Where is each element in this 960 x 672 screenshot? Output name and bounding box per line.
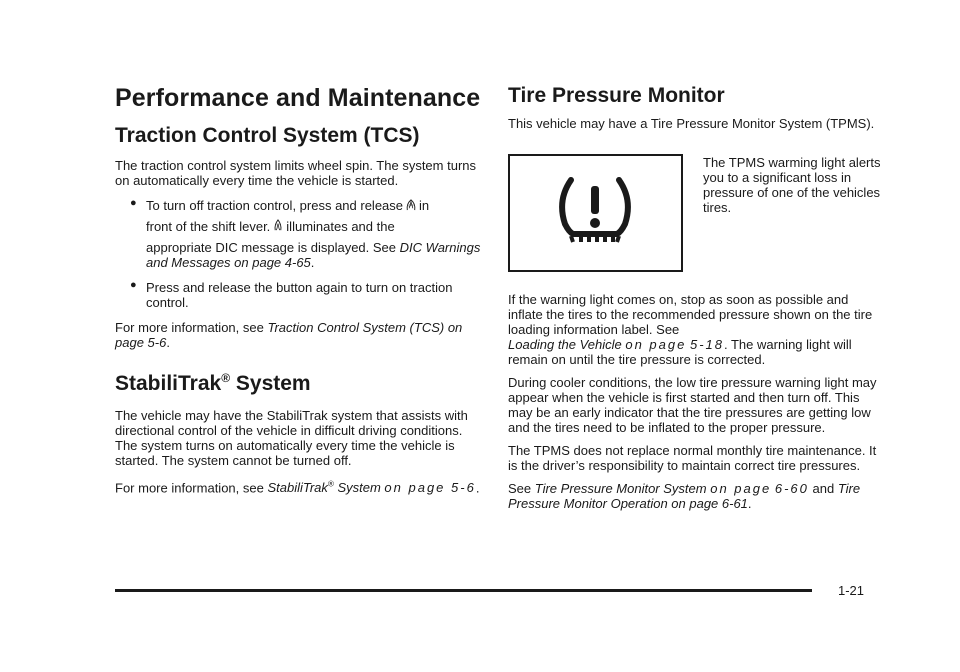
- punctuation: .: [475, 480, 480, 496]
- cross-reference-link[interactable]: [535, 481, 809, 496]
- paragraph-text: See: [508, 481, 532, 496]
- stabilitrak-more-info: [115, 477, 485, 495]
- traction-control-button-icon: [405, 198, 417, 211]
- tpms-body: [508, 292, 878, 519]
- tpms-paragraph-3: The TPMS does not replace normal monthly tire maintenance. It is the driver’s responsibility to maintain correct tire pressures.: [508, 443, 877, 473]
- tpms-paragraph-4: [508, 481, 878, 511]
- ref-text: System: [333, 480, 381, 496]
- ref-text: 6-60: [774, 481, 809, 496]
- list-item: [115, 280, 485, 310]
- ref-text: on page 5-6: [384, 480, 476, 496]
- tcs-intro: The traction control system limits wheel spin. The system turns on automatically every time the vehicle is started.: [115, 158, 476, 188]
- bullet-text: in: [419, 198, 430, 213]
- ref-text: on page: [625, 337, 687, 352]
- ref-text: Tire Pressure Monitor System: [534, 481, 707, 496]
- bullet-text: Press and release the button again to turn on traction control.: [146, 280, 453, 310]
- cross-reference-link[interactable]: [267, 480, 475, 495]
- registered-mark: ®: [221, 371, 231, 385]
- punctuation: .: [747, 496, 752, 511]
- svg-text:OFF: OFF: [408, 203, 414, 208]
- ref-text: Loading the Vehicle: [508, 337, 622, 352]
- page-title: Performance and Maintenance: [115, 84, 481, 112]
- ref-text: on page: [710, 481, 772, 496]
- tire-pressure-warning-icon: [555, 172, 635, 252]
- list-item: [115, 198, 485, 270]
- traction-control-light-icon: [272, 219, 284, 232]
- more-info-prefix: For more information, see: [115, 480, 264, 496]
- bullet-text: appropriate DIC message is displayed. See: [146, 240, 397, 255]
- punctuation: .: [310, 255, 315, 270]
- paragraph-text: If the warning light comes on, stop as soon as possible and inflate the tires to the recommended pressure shown on the tire loading information label. See: [508, 292, 873, 337]
- bullet-text: illuminates and the: [286, 219, 395, 234]
- bullet-text: To turn off traction control, press and release: [146, 198, 404, 213]
- stabilitrak-intro: The vehicle may have the StabiliTrak system that assists with directional control of the vehicle in difficult driving conditions. The system turns on automatically every time the vehicle is started. The system cannot be turned off.: [115, 408, 468, 468]
- heading-text: System: [230, 372, 311, 395]
- paragraph-text: . The warning light will remain on until the tire pressure is corrected.: [508, 337, 852, 367]
- tpms-warning-light-figure: [508, 154, 683, 272]
- tcs-heading: Traction Control System (TCS): [115, 124, 420, 147]
- cross-reference-link[interactable]: DIC Warnings and Messages on page 4-65: [146, 240, 481, 270]
- tpms-paragraph-2: During cooler conditions, the low tire pressure warning light may appear when the vehicle is first started and then turn off. This may be an early indicator that the tire pressures are getting low and the tires need to be inflated to the proper pressure.: [508, 375, 877, 435]
- left-column: [115, 80, 485, 495]
- heading-text: StabiliTrak: [115, 372, 222, 395]
- cross-reference-link[interactable]: [508, 337, 724, 352]
- tpms-paragraph-1: [508, 292, 878, 367]
- more-info-prefix: For more information, see: [115, 320, 264, 335]
- tpms-heading: Tire Pressure Monitor: [508, 84, 725, 107]
- ref-text: StabiliTrak: [267, 480, 328, 496]
- tpms-intro: This vehicle may have a Tire Pressure Monitor System (TPMS).: [508, 116, 875, 131]
- tpms-warning-text: The TPMS warming light alerts you to a significant loss in pressure of one of the vehicles tires.: [703, 155, 881, 215]
- tcs-bullet-list: [115, 198, 485, 310]
- punctuation: .: [166, 335, 170, 350]
- page-number: 1-21: [838, 583, 865, 598]
- footer-rule: [115, 589, 812, 592]
- paragraph-text: and: [812, 481, 835, 496]
- cross-reference-link[interactable]: Tire Pressure Monitor Operation on page 6-61: [508, 481, 861, 511]
- bullet-icon: ●: [130, 279, 137, 291]
- registered-mark: ®: [327, 480, 334, 489]
- bullet-text: front of the shift lever.: [146, 219, 271, 234]
- ref-text: 5-18: [689, 337, 724, 352]
- right-column: [508, 80, 881, 511]
- cross-reference-link[interactable]: Traction Control System (TCS) on page 5-6: [115, 320, 463, 350]
- stabilitrak-heading: [115, 372, 485, 396]
- bullet-icon: ●: [130, 197, 137, 209]
- tcs-more-info: [115, 320, 485, 350]
